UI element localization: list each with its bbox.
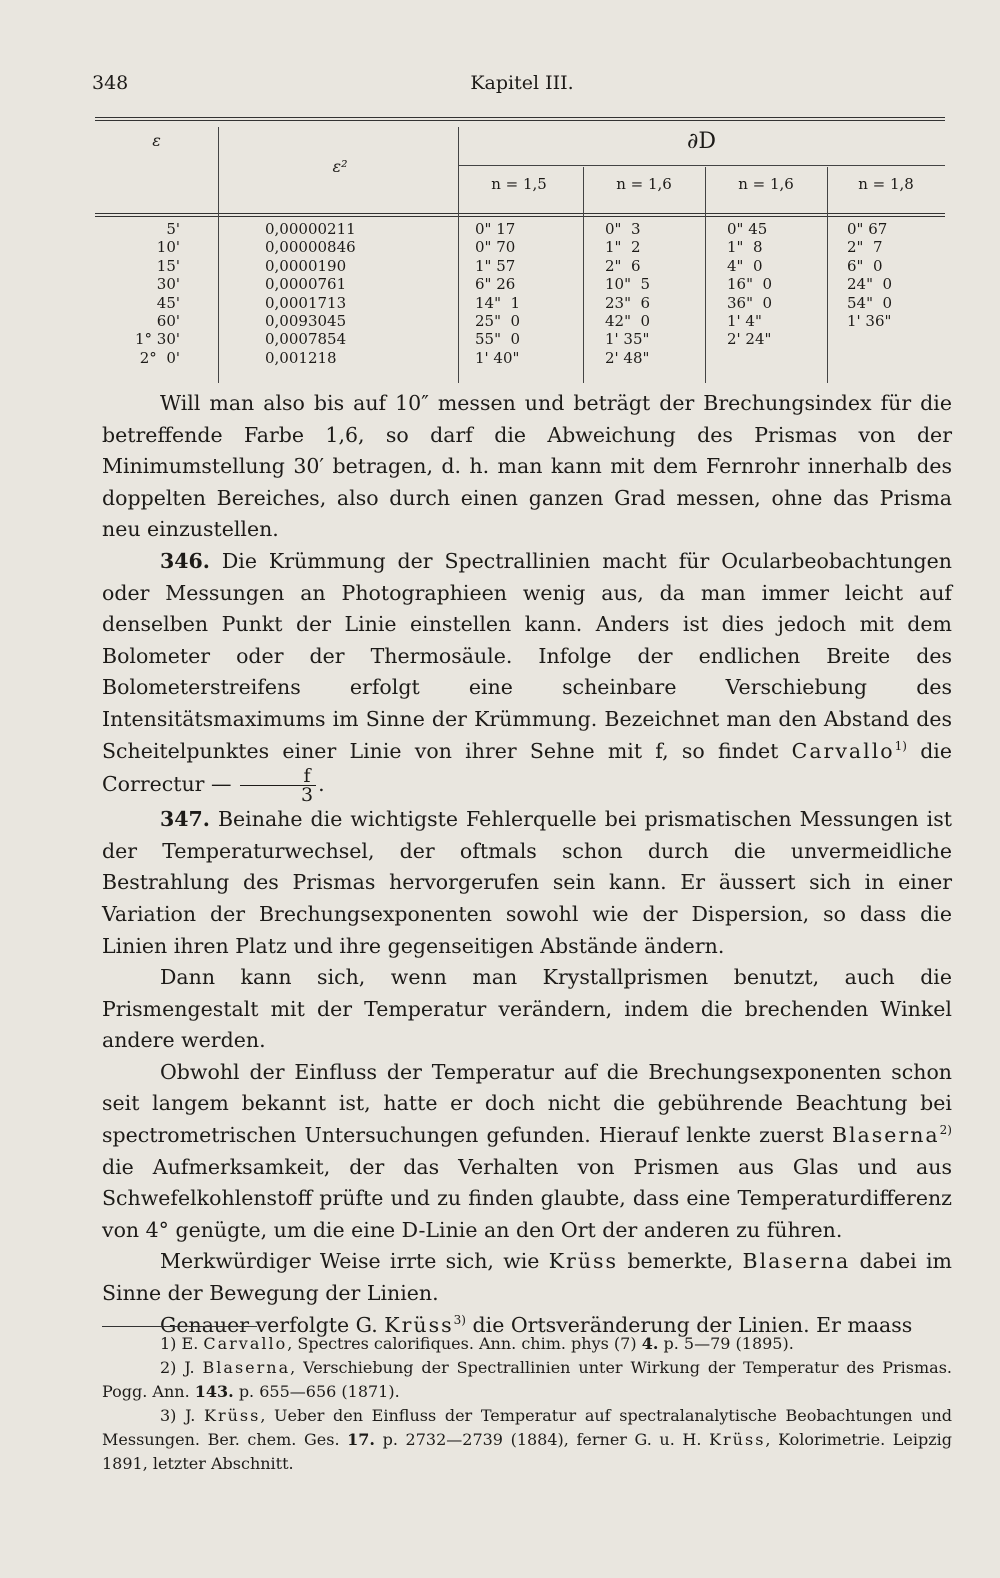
table-cell-n3: 16" 0	[727, 275, 773, 294]
paragraph-text: die Aufmerksamkeit, der das Verhalten von Prismen aus Glas und aus Schwefelkohlenstoff prüfte und zu finden glaubte, dass eine Temperaturdifferenz von 4°	[102, 1154, 952, 1242]
author-name: Krüss	[203, 1406, 261, 1425]
footnote-text: p. 655—656 (1871).	[238, 1382, 400, 1401]
n-header: n = 1,6	[738, 175, 794, 193]
author-name: Carvallo	[791, 738, 895, 763]
n-header: n = 1,5	[491, 175, 547, 193]
table-row	[95, 312, 945, 330]
col-eps2-header: ε²	[332, 157, 348, 176]
paragraph-text: Genauer verfolgte G.	[160, 1312, 378, 1337]
table-cell-eps2: 0,0000190	[265, 256, 347, 275]
paragraph-text: Beinahe die wichtigste Fehlerquelle bei prismatischen Messungen ist der Temperaturwechsel, der oftmals schon durch die unvermeidliche Bestrahlung des Prismas hervorgerufen sein kann. Er äussert sich in einer Variation der Brechungsexponenten sowohl wie der Dispersion, so dass die Linien ihren Platz und ihre gegenseitigen Abstände ändern.	[102, 807, 952, 958]
table-cell-n3: 4" 0	[727, 256, 763, 275]
section-number: 347.	[160, 807, 210, 832]
table-row	[95, 330, 945, 348]
n-header: n = 1,8	[858, 175, 914, 193]
table-top-rule-double	[95, 120, 945, 121]
section-number: 346.	[160, 548, 210, 573]
footnotes	[102, 1332, 952, 1476]
n-header: n = 1,6	[616, 175, 672, 193]
group-header-rule	[458, 165, 945, 166]
author-name: Krüss	[709, 1430, 766, 1449]
table-cell-n1: 1" 57	[475, 256, 516, 275]
table-cell-n3: 1" 8	[727, 238, 763, 257]
col-eps-header: ε	[152, 131, 161, 150]
table-cell-eps: 10'	[156, 238, 180, 257]
table-cell-n2: 23" 6	[605, 293, 651, 312]
table-cell-n1: 25" 0	[475, 312, 521, 330]
section-346	[102, 546, 952, 807]
table-cell-eps: 2° 0'	[139, 348, 180, 367]
author-name: Krüss	[384, 1312, 454, 1337]
table-cell-n4: 1' 36"	[847, 312, 892, 330]
author-name: Carvallo	[203, 1334, 288, 1353]
table-cell-eps2: 0,0093045	[265, 312, 347, 330]
body-text	[102, 388, 952, 1341]
table-cell-eps2: 0,0000761	[265, 275, 347, 294]
table-cell-n2: 1" 2	[605, 238, 641, 257]
paragraph-text: Die Krümmung der Spectrallinien macht für Ocularbeobachtungen oder Messungen an Photographieen wenig aus, da man immer leicht auf denselben Punkt der Linie einstellen kann. Anders ist dies jedoch mit dem Bolometer oder der Thermosäule. Infolge der endlichen Breite des Bolometerstreifens erfolgt eine scheinbare Verschiebung des Intensitätsmaximums im Sinne der Krümmung. Bezeichnet man den Abstand des Scheitelpunktes einer Linie von ihrer Sehne mit f, so findet	[102, 548, 952, 763]
footnote-text: p. 5—79 (1895).	[663, 1334, 794, 1353]
fraction	[240, 765, 316, 807]
paragraph-text: .	[318, 772, 325, 797]
section-347	[102, 804, 952, 962]
table-row	[95, 238, 945, 256]
footnote-mark: 2) J.	[160, 1358, 195, 1377]
table-cell-n2: 42" 0	[605, 312, 651, 330]
volume: 17.	[347, 1430, 375, 1449]
table-cell-n1: 0" 70	[475, 238, 516, 257]
table-cell-eps: 1° 30'	[134, 330, 180, 349]
table-cell-n3: 1' 4"	[727, 312, 762, 330]
table-cell-eps2: 0,0001713	[265, 293, 347, 312]
author-name: Blaserna	[742, 1249, 851, 1274]
table-cell-n2: 2" 6	[605, 256, 641, 275]
footnote-text: , Verschiebung der Spectrallinien unter Wirkung der Temperatur des Prismas. Pogg. Ann.	[102, 1358, 953, 1401]
table-cell-n4: 54" 0	[847, 293, 893, 312]
footnote-text: , Spectres calorifiques. Ann. chim. phys (7)	[287, 1334, 637, 1353]
paragraph-text: die Correctur —	[102, 738, 952, 797]
page-header	[92, 72, 952, 102]
table-cell-n1: 14" 1	[475, 293, 521, 312]
paragraph: Will man also bis auf 10″ messen und beträgt der Brechungsindex für die betreffende Farbe 1,6, so darf die Abweichung des Prismas von der Minimumstellung 30′ betragen, d. h. man kann mit dem Fernrohr innerhalb des doppelten Bereiches, also durch einen ganzen Grad messen, ohne das Prisma neu einzustellen.	[102, 391, 952, 542]
footnote-1	[102, 1332, 952, 1356]
table-cell-eps: 15'	[156, 256, 180, 275]
paragraph-text: die Ortsveränderung der Linien. Er maass	[472, 1312, 913, 1337]
author-name: Blaserna	[831, 1123, 940, 1148]
footnote-3	[102, 1404, 952, 1476]
table-cell-n4: 6" 0	[847, 256, 883, 275]
author-name: Krüss	[548, 1249, 619, 1274]
table-cell-eps2: 0,0007854	[265, 330, 347, 349]
table-cell-n4: 0" 67	[847, 220, 888, 238]
footnote-mark: 1) E.	[160, 1334, 199, 1353]
table-cell-n3: 0" 45	[727, 220, 768, 238]
volume: 4.	[641, 1334, 659, 1353]
fraction-numerator: f	[240, 767, 316, 786]
table-cell-n2: 1' 35"	[605, 330, 650, 349]
paragraph	[102, 1057, 952, 1247]
table-top-rule	[95, 117, 945, 118]
page-number: 348	[92, 72, 129, 94]
table-cell-n2: 0" 3	[605, 220, 641, 238]
running-head: Kapitel III.	[470, 72, 574, 94]
author-name: Blaserna	[202, 1358, 291, 1377]
table-cell-eps2: 0,00000846	[265, 238, 356, 257]
table-cell-n3: 2' 24"	[727, 330, 772, 349]
paragraph-text: dabei im Sinne der Bewegung der Linien.	[102, 1249, 952, 1306]
group-header-dd: ∂D	[686, 129, 716, 154]
footnote-text: p. 2732—2739 (1884), ferner G. u. H.	[382, 1430, 702, 1449]
table-row	[95, 349, 945, 367]
table-cell-n1: 6" 26	[475, 275, 516, 294]
table-cell-n4: 2" 7	[847, 238, 883, 257]
footnote-2	[102, 1356, 952, 1404]
footnote-mark: 3) J.	[160, 1406, 196, 1425]
table-cell-eps2: 0,00000211	[265, 220, 356, 238]
footnote-rule	[102, 1326, 257, 1327]
table-cell-n3: 36" 0	[727, 293, 773, 312]
table-cell-n1: 55" 0	[475, 330, 521, 349]
table-row	[95, 257, 945, 275]
paragraph-text: Merkwürdiger Weise irrte sich, wie	[160, 1249, 540, 1274]
table-cell-eps: 30'	[156, 275, 180, 294]
table-cell-eps: 5'	[166, 220, 180, 238]
table-cell-eps2: 0,001218	[265, 348, 337, 367]
footnote-text: , Ueber den Einfluss der Temperatur auf spectralanalytische Beobachtungen und Messungen. Ber. chem. Ges.	[102, 1406, 952, 1449]
table-row	[95, 220, 945, 238]
table-cell-n1: 0" 17	[475, 220, 516, 238]
footnote-ref[interactable]: 3)	[453, 1312, 466, 1327]
paragraph-text: bemerkte,	[627, 1249, 734, 1274]
table-row	[95, 294, 945, 312]
volume: 143.	[194, 1382, 234, 1401]
footnote-text: , Kolorimetrie. Leipzig 1891, letzter Abschnitt.	[102, 1430, 953, 1473]
table-cell-n4: 24" 0	[847, 275, 893, 294]
paragraph-text: genügte, um die eine D-Linie an den Ort der anderen zu führen.	[175, 1217, 843, 1242]
table-cell-n2: 10" 5	[605, 275, 651, 294]
footnote-ref[interactable]: 1)	[894, 738, 907, 753]
table-cell-eps: 60'	[156, 312, 180, 330]
paragraph-text: Obwohl der Einfluss der Temperatur auf die Brechungsexponenten schon seit langem bekannt ist, hatte er doch nicht die gebührende Beachtung bei spectrometrischen Untersuchungen gefunden. Hierauf lenkte zuerst	[102, 1059, 952, 1148]
table-cell-n1: 1' 40"	[475, 348, 520, 367]
fraction-denominator: 3	[301, 784, 314, 807]
paragraph	[102, 1246, 952, 1309]
table-cell-eps: 45'	[156, 293, 180, 312]
paragraph: Dann kann sich, wenn man Krystallprismen benutzt, auch die Prismengestalt mit der Temperatur verändern, indem die brechenden Winkel andere werden.	[102, 965, 952, 1053]
table-cell-n2: 2' 48"	[605, 348, 650, 367]
footnote-ref[interactable]: 2)	[939, 1123, 952, 1138]
table-row	[95, 275, 945, 293]
